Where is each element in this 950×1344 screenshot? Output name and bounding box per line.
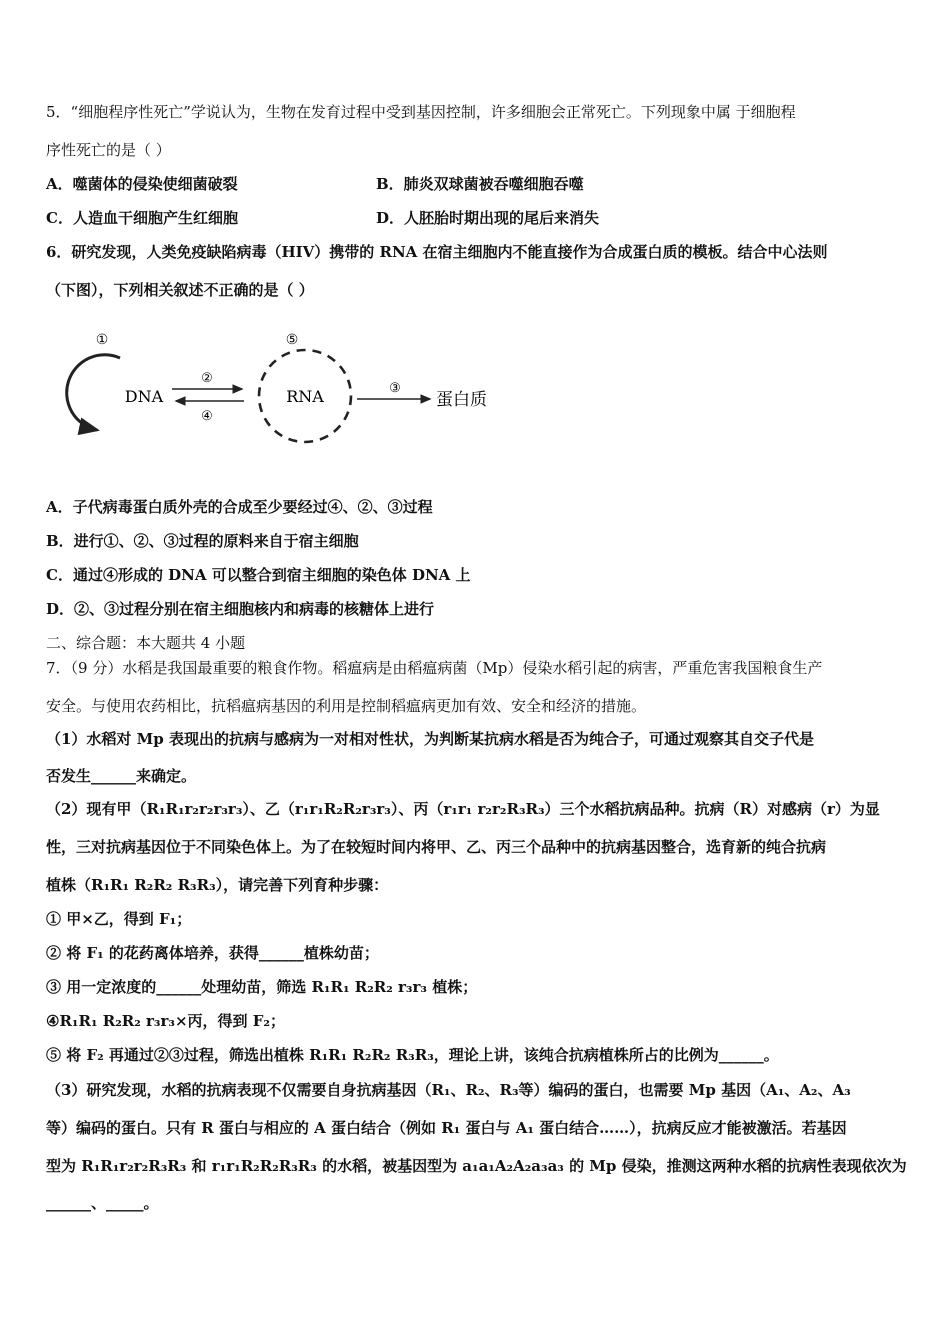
dna-replication-arrow (67, 355, 120, 430)
q6-option-a: A．子代病毒蛋白质外壳的合成至少要经过④、②、③过程 (46, 498, 433, 516)
q6-stem-line2: （下图），下列相关叙述不正确的是（ ） (46, 281, 314, 299)
q5-stem-line2: 序性死亡的是（ ） (46, 141, 171, 159)
label-4: ④ (201, 409, 213, 424)
q6-option-b: B．进行①、②、③过程的原料来自于宿主细胞 (46, 532, 359, 550)
label-3: ③ (389, 381, 401, 396)
q7-step-3: ③ 用一定浓度的______处理幼苗，筛选 R₁R₁ R₂R₂ r₃r₃ 植株； (46, 978, 478, 996)
q7-line-5: （2）现有甲（R₁R₁r₂r₂r₃r₃）、乙（r₁r₁R₂R₂r₃r₃）、丙（r₁r₁ r₂r₂R₃R₃）三个水稻抗病品种。抗病（R）对感病（r）为显 (46, 800, 880, 818)
q5-option-d: D．人胚胎时期出现的尾后来消失 (376, 209, 600, 227)
q7-line-4: 否发生______来确定。 (46, 767, 197, 785)
q5-stem-line1: 5．“细胞程序性死亡”学说认为，生物在发育过程中受到基因控制，许多细胞会正常死亡。下列现象中属 于细胞程 (46, 103, 796, 121)
q7-line-3: （1）水稻对 Mp 表现出的抗病与感病为一对相对性状，为判断某抗病水稻是否为纯合子，可通过观察其自交子代是 (46, 730, 814, 748)
q6-option-c: C．通过④形成的 DNA 可以整合到宿主细胞的染色体 DNA 上 (46, 566, 471, 584)
label-2: ② (201, 371, 213, 386)
q7-line-6: 性，三对抗病基因位于不同染色体上。为了在较短时间内将甲、乙、丙三个品种中的抗病基因整合，选育新的纯合抗病 (46, 838, 827, 856)
q6-stem-line1: 6．研究发现，人类免疫缺陷病毒（HIV）携带的 RNA 在宿主细胞内不能直接作为合成蛋白质的模板。结合中心法则 (46, 243, 828, 261)
q5-option-a: A．噬菌体的侵染使细菌破裂 (46, 175, 238, 193)
q6-option-d: D．②、③过程分别在宿主细胞核内和病毒的核糖体上进行 (46, 600, 435, 618)
q7-line-13: （3）研究发现，水稻的抗病表现不仅需要自身抗病基因（R₁、R₂、R₃等）编码的蛋白，也需要 Mp 基因（A₁、A₂、A₃ (46, 1081, 851, 1099)
label-1: ① (95, 332, 109, 348)
q7-step-5: ⑤ 将 F₂ 再通过②③过程，筛选出植株 R₁R₁ R₂R₂ R₃R₃，理论上讲，该纯合抗病植株所占的比例为______。 (46, 1046, 779, 1064)
rna-label: RNA (286, 387, 324, 406)
q5-option-c: C．人造血干细胞产生红细胞 (46, 209, 238, 227)
q5-option-b: B．肺炎双球菌被吞噬细胞吞噬 (376, 175, 584, 193)
label-5: ⑤ (285, 332, 299, 348)
q7-step-1: ① 甲×乙，得到 F₁； (46, 910, 192, 928)
q7-line-7: 植株（R₁R₁ R₂R₂ R₃R₃），请完善下列育种步骤： (46, 876, 389, 894)
section-heading: 二、综合题：本大题共 4 小题 (46, 634, 246, 652)
q7-line-1: 7．（9 分）水稻是我国最重要的粮食作物。稻瘟病是由稻瘟病菌（Mp）侵染水稻引起的病害，严重危害我国粮食生产 (46, 659, 823, 677)
q7-line-16: ______、_____。 (46, 1194, 159, 1212)
dna-label: DNA (124, 387, 164, 406)
q7-line-15: 型为 R₁R₁r₂r₂R₃R₃ 和 r₁r₁R₂R₂R₃R₃ 的水稻，被基因型为 a₁a₁A₂A₂a₃a₃ 的 Mp 侵染，推测这两种水稻的抗病性表现依次为 (46, 1157, 907, 1175)
q7-line-2: 安全。与使用农药相比，抗稻瘟病基因的利用是控制稻瘟病更加有效、安全和经济的措施。 (46, 697, 647, 715)
protein-label: 蛋白质 (436, 390, 487, 410)
q7-step-4: ④R₁R₁ R₂R₂ r₃r₃×丙，得到 F₂； (46, 1012, 285, 1030)
q7-step-2: ② 将 F₁ 的花药离体培养，获得______植株幼苗； (46, 944, 379, 962)
q7-line-14: 等）编码的蛋白。只有 R 蛋白与相应的 A 蛋白结合（例如 R₁ 蛋白与 A₁ 蛋白结合……），抗病反应才能被激活。若基因 (46, 1119, 847, 1137)
central-dogma-diagram (52, 318, 522, 468)
